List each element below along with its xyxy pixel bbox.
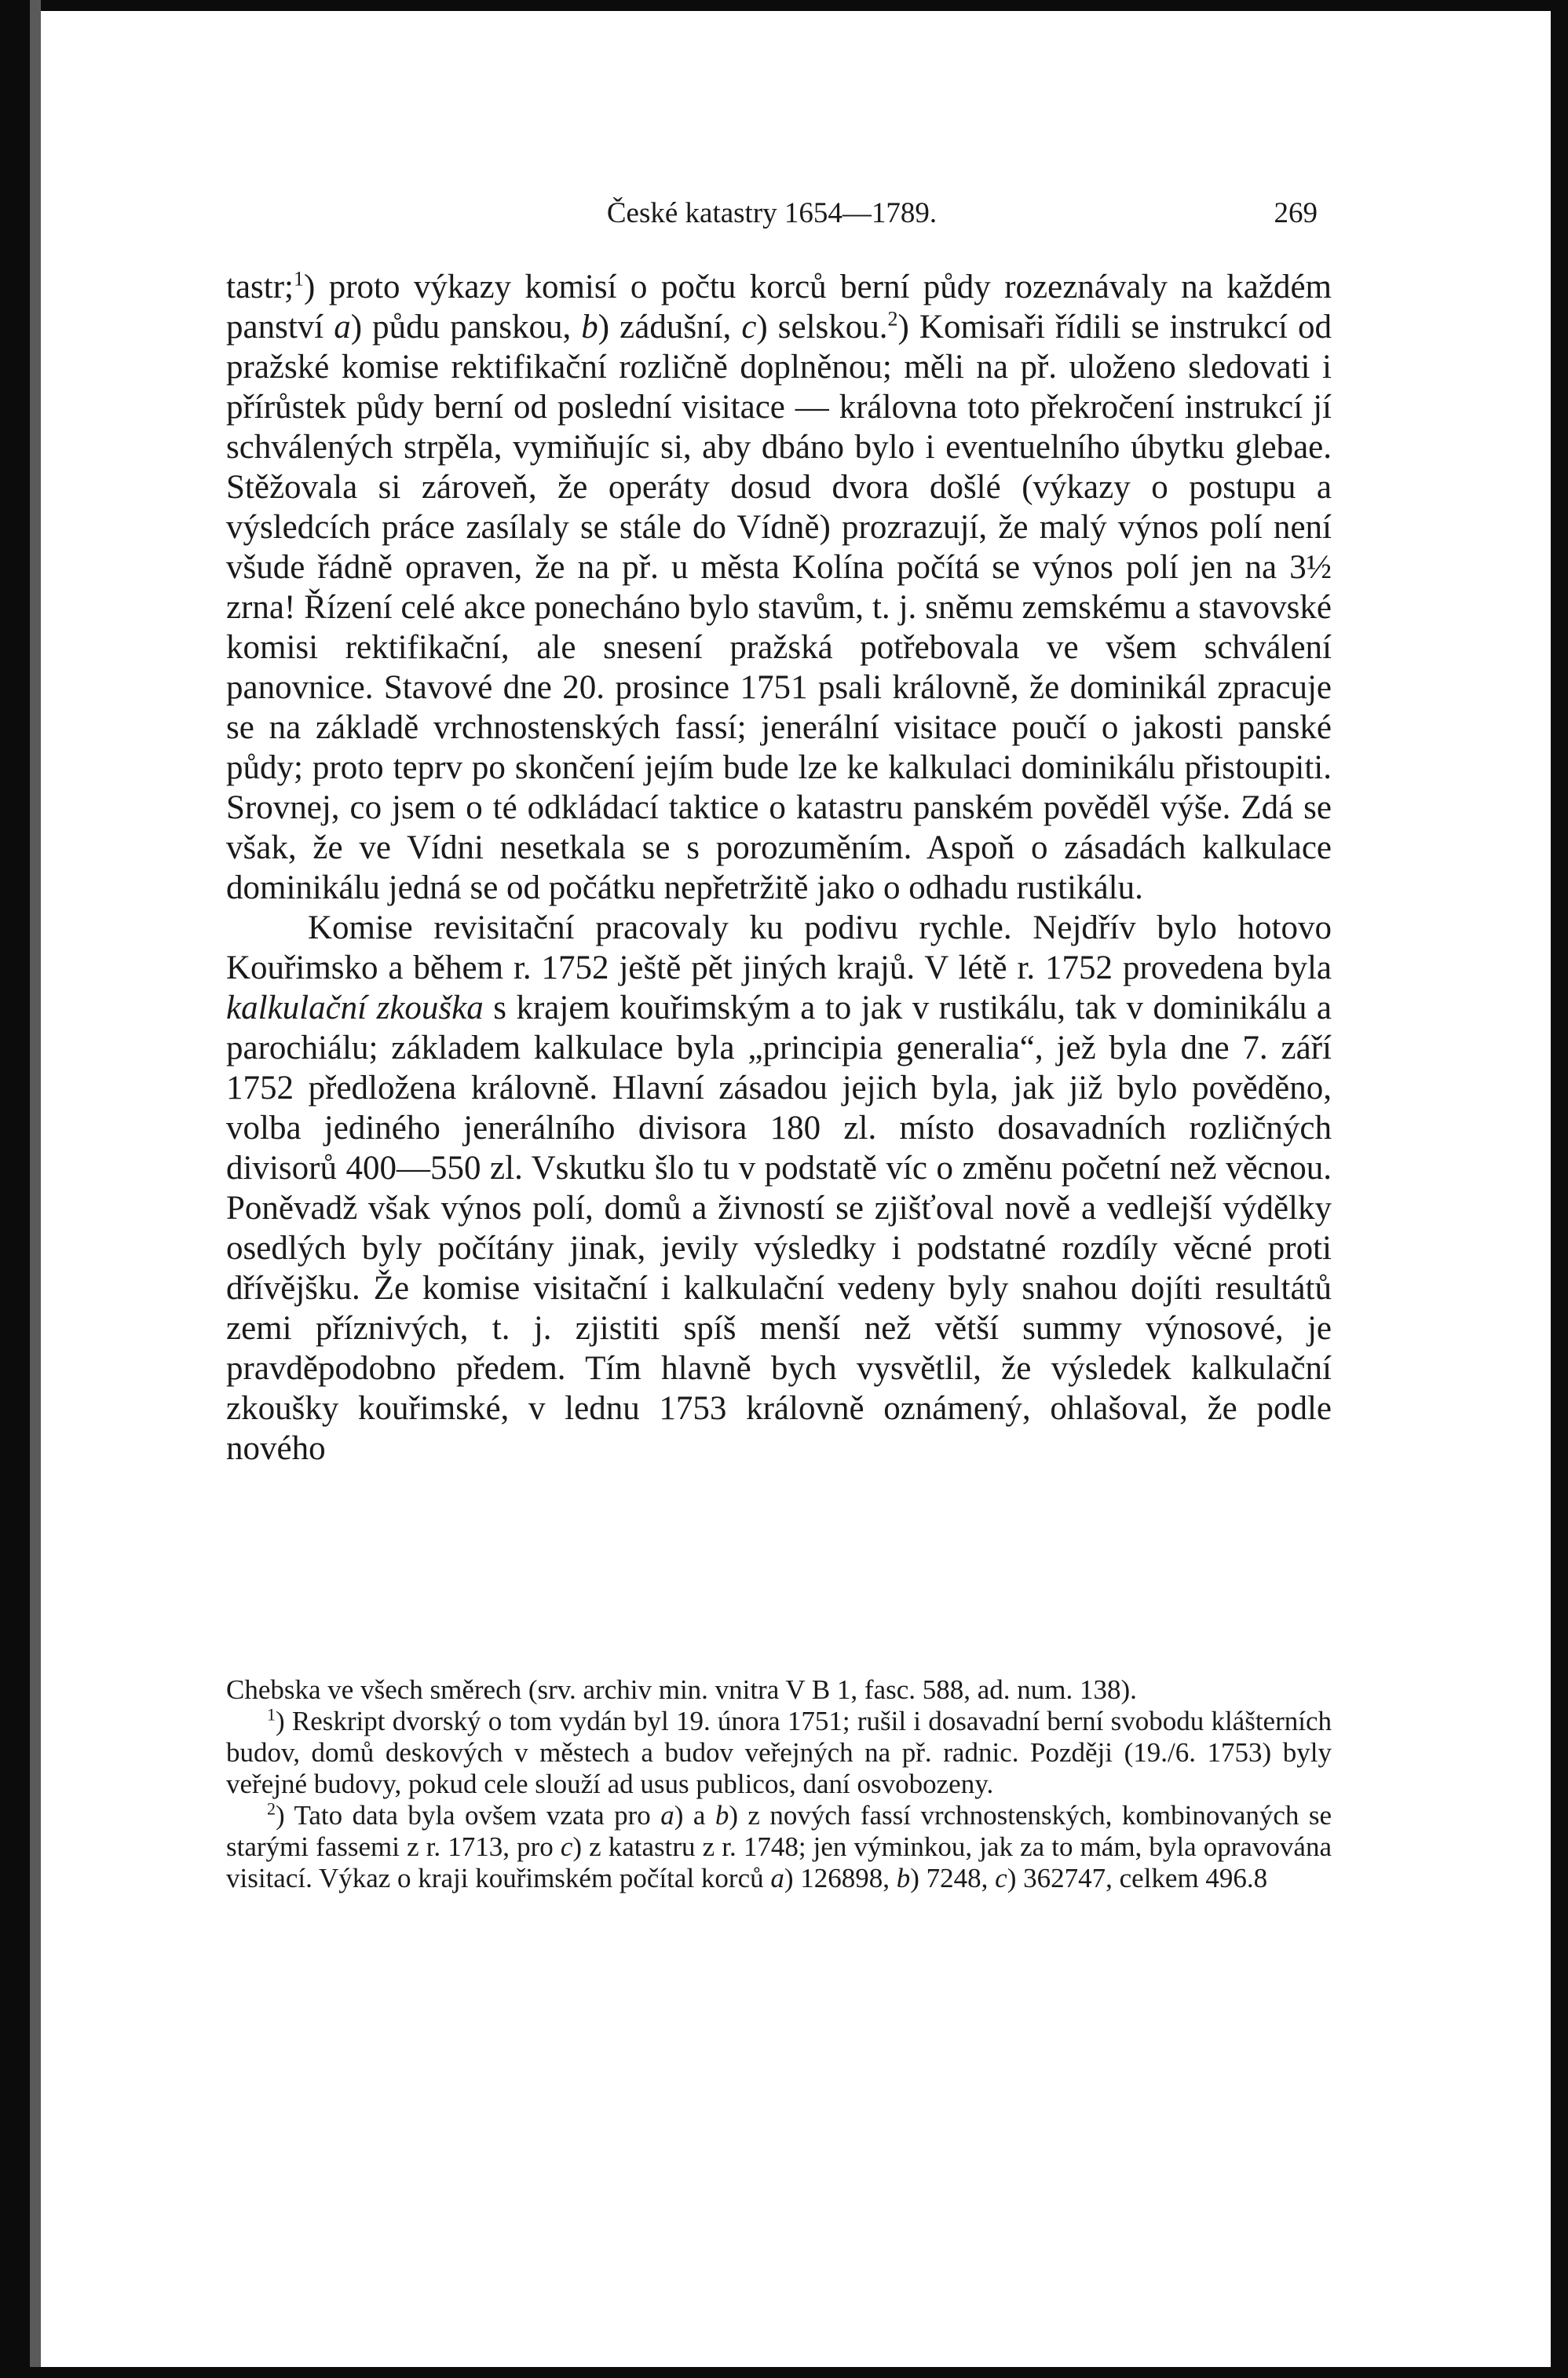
paragraph-2: Komise revisitační pracovaly ku podivu rychle. Nejdřív bylo hotovo Kouřimsko a během r. 1752 ještě pět jiných krajů. V létě r. 1752 provedena byla kalkulační zkouška s krajem kouřimským a to jak v rustikálu, tak v dominikálu a parochiálu; základem kalkulace byla „principia generalia“, jež byla dne 7. září 1752 předložena královně. Hlavní zásadou jejich byla, jak již bylo pověděno, volba jediného jenerálního divisora 180 zl. místo dosavadních rozličných divisorů 400—550 zl. Vskutku šlo tu v podstatě víc o změnu početní než věcnou. Poněvadž však výnos polí, domů a živností se zjišťoval nově a vedlejší výdělky osedlých byly počítány jinak, jevily výsledky i podstatné rozdíly věcné proti dřívějšku. Že komise visitační i kalkulační vedeny byly snahou dojíti resultátů zemi příznivých, t. j. zjistiti spíš menší než větší summy výnosové, je pravděpodobno předem. Tím hlavně bych vysvětlil, že výsledek kalkulační zkoušky kouřimské, v lednu 1753 královně oznámený, ohlašoval, že podle nového xyxy=(226,909,1332,1467)
scan-edge-right xyxy=(1551,0,1568,2378)
paragraph-1: tastr;$^1$) proto výkazy komisí o počtu korců berní půdy rozeznávaly na každém panství a) půdu panskou, b) zádušní, c) selskou.$^2$) Komisaři řídili se instrukcí od pražské komise rektifikační rozličně doplněnou; měli na př. uloženo sledovati i přírůstek půdy berní od poslední visitace — královna toto překročení instrukcí jí schválených strpěla, vymiňujíc si, aby dbáno bylo i eventuelního úbytku glebae. Stěžovala si zároveň, že operáty dosud dvora došlé (výkazy o postupu a výsledcích práce zasílaly se stále do Vídně) prozrazují, že malý výnos polí není všude řádně opraven, že na př. u města Kolína počítá se výnos polí jen na 3½ zrna! Řízení celé akce ponecháno bylo stavům, t. j. sněmu zemskému a stavovské komisi rektifikační, ale snesení pražská potřebovala ve všem schválení panovnice. Stavové dne 20. prosince 1751 psali královně, že dominikál zpracuje se na základě vrchnostenských fassí; jenerální visitace poučí o jakosti panské půdy; proto teprv po skončení jejím bude lze ke kalkulaci dominikálu přistoupiti. Srovnej, co jsem o té odkládací taktice o katastru panském pověděl výše. Zdá se však, že ve Vídni nesetkala se s porozuměním. Aspoň o zásadách kalkulace dominikálu jedná se od počátku nepřetržitě jako o odhadu rustikálu. xyxy=(226,267,1332,906)
running-title: České katastry 1654—1789. xyxy=(606,197,938,229)
emphasis-kalkulacni-zkouska: kalkulační zkouška xyxy=(226,990,484,1026)
main-text xyxy=(226,267,1332,1469)
footnotes xyxy=(226,1674,1332,1894)
scan-edge-bottom xyxy=(0,2367,1568,2378)
footnote-ref-2: 2 xyxy=(887,307,898,331)
footnote-1: $^1$) Reskript dvorský o tom vydán byl 19. února 1751; rušil i dosavadní berní svobodu klášterních budov, domů deskových v městech a budov veřejných na př. radnic. Později (19./6. 1753) byly veřejné budovy, pokud cele slouží ad usus publicos, daní osvobozeny. xyxy=(226,1704,1332,1799)
footnote-2: $^2$) Tato data byla ovšem vzata pro a) a b) z nových fassí vrchnostenských, kombinovaných se starými fassemi z r. 1713, pro c) z katastru z r. 1748; jen výminkou, jak za to mám, byla opravována visitací. Výkaz o kraji kouřimském počítal korců a) 126898, b) 7248, c) 362747, celkem 496.8 xyxy=(226,1798,1332,1893)
scan-edge-left xyxy=(0,0,30,2378)
scan-gutter-shadow xyxy=(30,0,41,2378)
footnote-ref-1: 1 xyxy=(293,267,304,291)
scan-edge-top xyxy=(0,0,1568,11)
footnote-continuation: Chebska ve všech směrech (srv. archiv min. vnitra V B 1, fasc. 588, ad. num. 138). xyxy=(226,1674,1137,1705)
page-number: 269 xyxy=(1274,197,1318,229)
page-header xyxy=(226,196,1318,243)
